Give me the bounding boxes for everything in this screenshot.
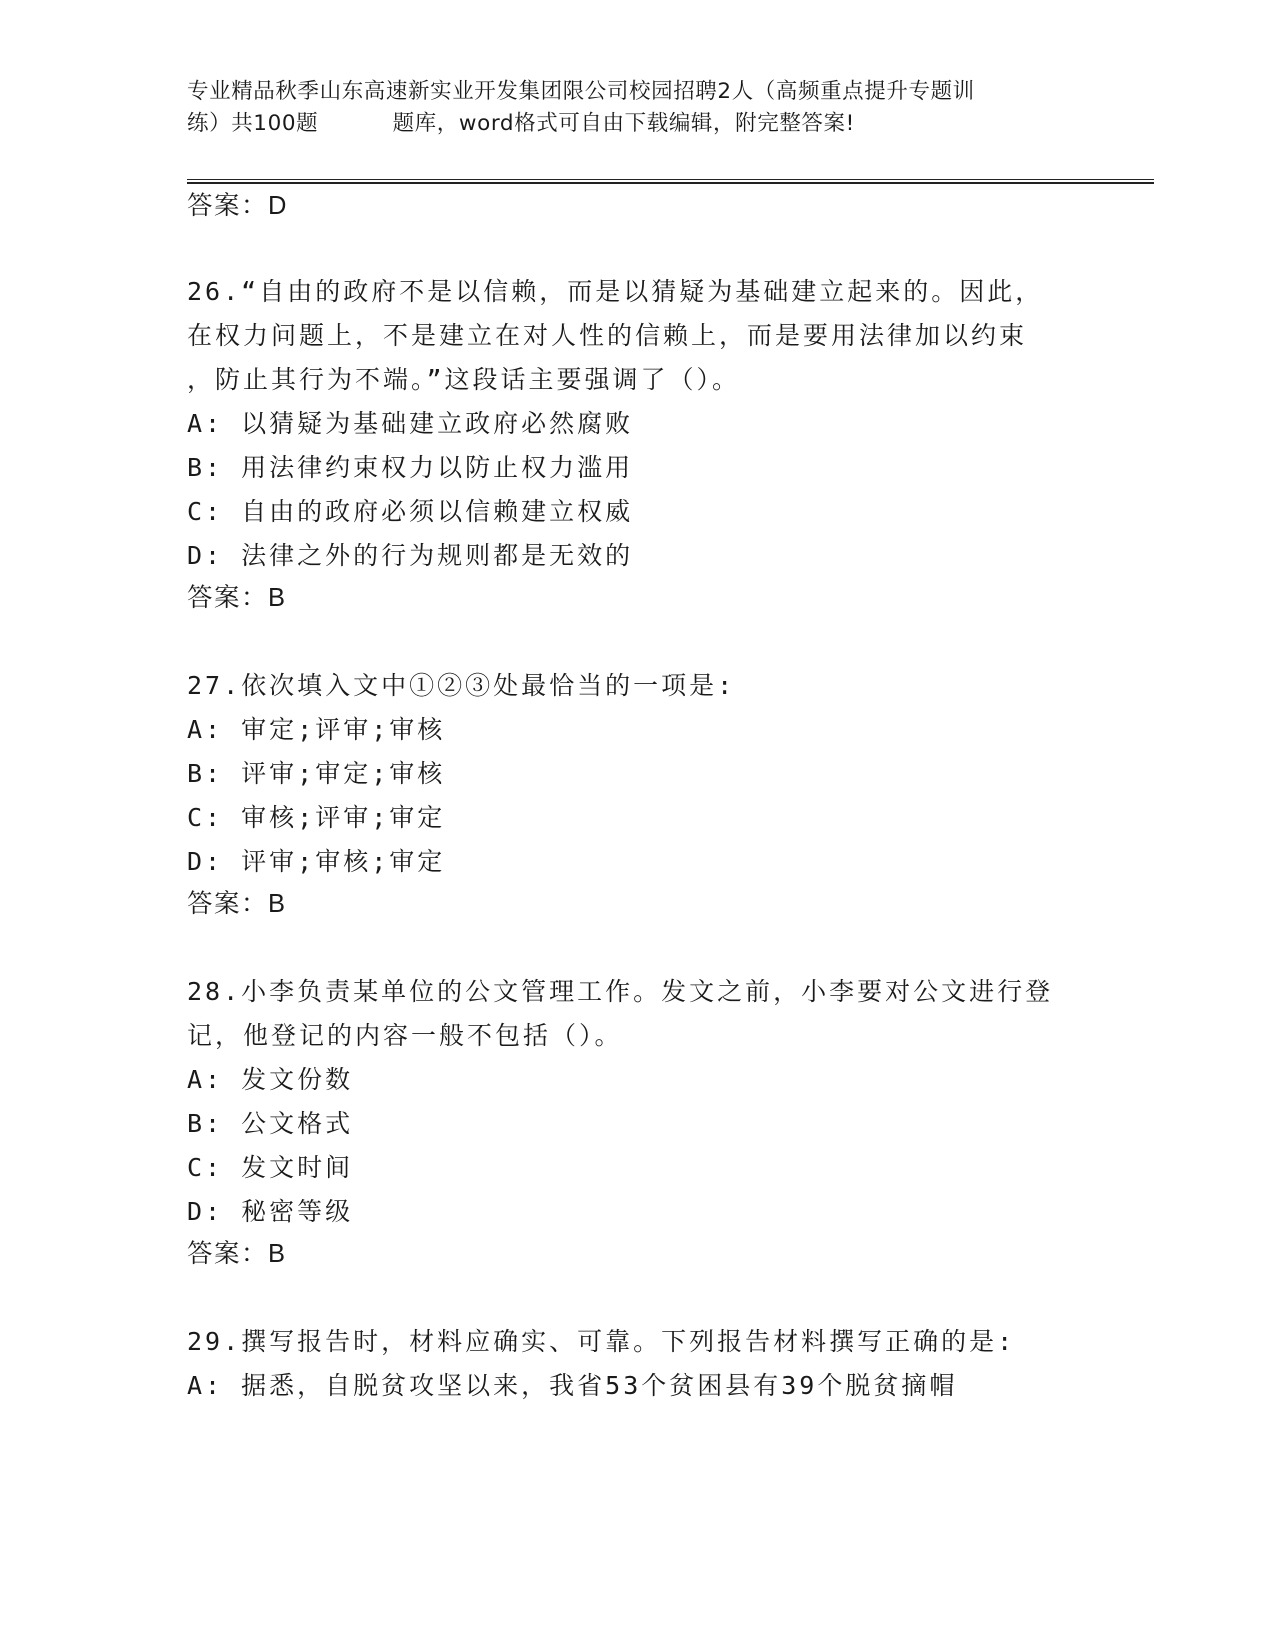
- header-title-line-1: 专业精品秋季山东高速新实业开发集团限公司校园招聘2人（高频重点提升专题训: [187, 79, 975, 104]
- answer-line: 答案：D: [187, 192, 288, 220]
- question-27-answer: 答案：B: [187, 890, 287, 918]
- question-28-answer: 答案：B: [187, 1240, 287, 1268]
- question-26-stem-line-1: 26.“自由的政府不是以信赖，而是以猜疑为基础建立起来的。因此，: [187, 277, 1044, 306]
- question-29-stem-line-1: 29.撰写报告时，材料应确实、可靠。下列报告材料撰写正确的是:: [187, 1327, 1016, 1356]
- question-26-stem-line-2: 在权力问题上，不是建立在对人性的信赖上，而是要用法律加以约束: [187, 321, 1028, 350]
- question-26-answer: 答案：B: [187, 584, 287, 612]
- question-28-option-a: A: 发文份数: [187, 1065, 354, 1094]
- question-26-option-c: C: 自由的政府必须以信赖建立权威: [187, 497, 634, 526]
- question-27-stem-line-1: 27.依次填入文中①②③处最恰当的一项是:: [187, 671, 736, 700]
- header-divider: [187, 179, 1154, 184]
- question-27-option-b: B: 评审;审定;审核: [187, 759, 446, 788]
- page-header: [187, 76, 1087, 140]
- question-28-stem-line-1: 28.小李负责某单位的公文管理工作。发文之前，小李要对公文进行登: [187, 977, 1054, 1006]
- question-26-stem-line-3: ，防止其行为不端。”这段话主要强调了（）。: [187, 365, 741, 394]
- question-26-option-a: A: 以猜疑为基础建立政府必然腐败: [187, 409, 634, 438]
- question-28-option-c: C: 发文时间: [187, 1153, 354, 1182]
- question-28-option-b: B: 公文格式: [187, 1109, 354, 1138]
- question-28-option-d: D: 秘密等级: [187, 1197, 354, 1226]
- question-28-stem-line-2: 记，他登记的内容一般不包括（）。: [187, 1021, 623, 1050]
- question-27-option-a: A: 审定;评审;审核: [187, 715, 446, 744]
- question-26-option-b: B: 用法律约束权力以防止权力滥用: [187, 453, 634, 482]
- question-29-option-a: A: 据悉，自脱贫攻坚以来，我省53个贫困县有39个脱贫摘帽: [187, 1371, 958, 1400]
- header-title-line-2: 练）共100题 题库，word格式可自由下载编辑，附完整答案!: [187, 111, 855, 136]
- question-27-option-c: C: 审核;评审;审定: [187, 803, 446, 832]
- question-27-option-d: D: 评审;审核;审定: [187, 847, 446, 876]
- question-26-option-d: D: 法律之外的行为规则都是无效的: [187, 541, 634, 570]
